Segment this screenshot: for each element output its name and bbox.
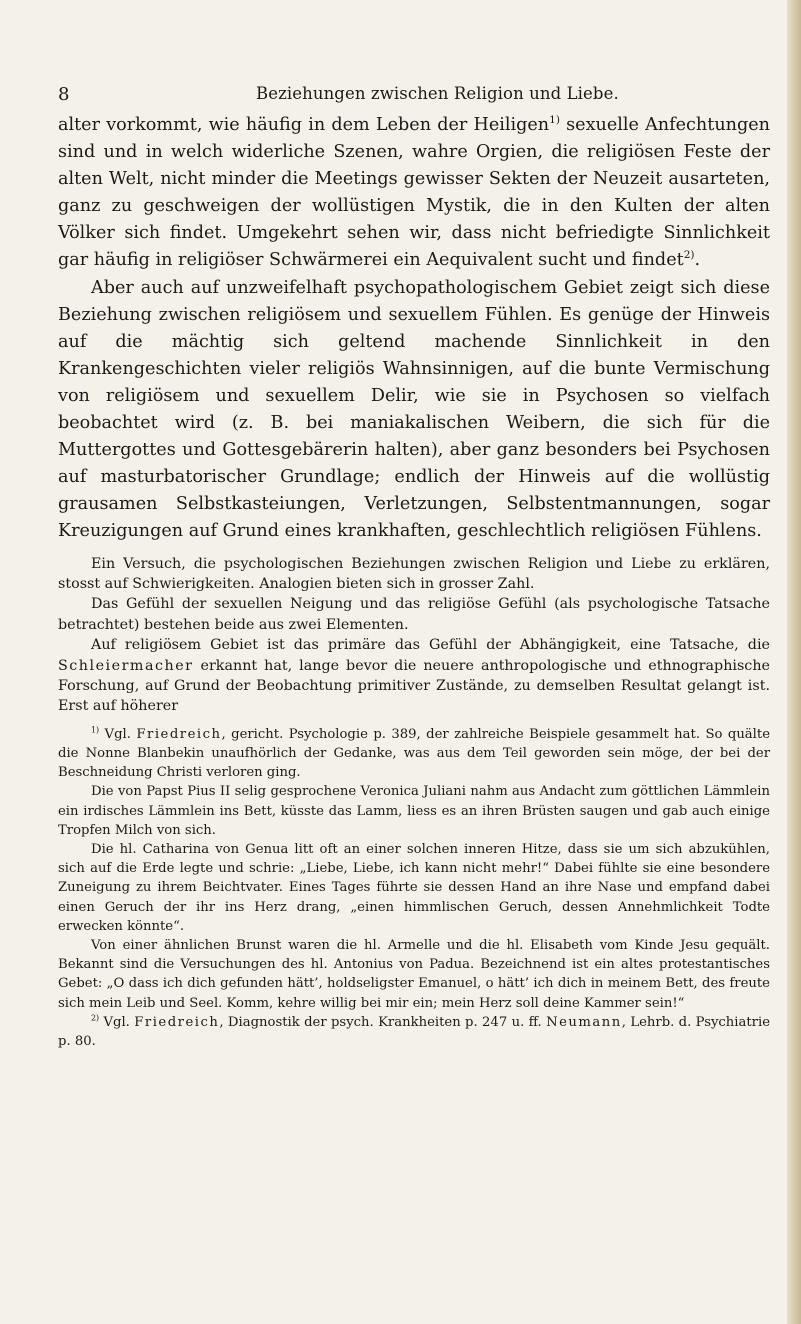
main-text xyxy=(58,112,770,546)
small-paragraph-3 xyxy=(58,635,770,717)
footnote-2 xyxy=(58,1013,770,1051)
footnote-ref-2: 2) xyxy=(683,249,695,262)
footnote-1-paragraph-3: Die hl. Catharina von Genua litt oft an einer solchen inneren Hitze, dass sie um sich abzukühlen, sich auf die Erde legte und schrie: „Liebe, Liebe, ich kann nicht mehr!“ Dabei fühlte sie eine besondere Zuneigung zu ihrem Beichtvater. Eines Tages führte sie dessen Hand an ihre Nase und empfand dabei einen Geruch der ihr ins Herz drang, „einen himmlischen Geruch, dessen Annehmlichkeit Todte erwecken könnte“. xyxy=(58,841,770,934)
text-run: Vgl. xyxy=(99,1014,135,1030)
text-run: . xyxy=(694,250,701,271)
small-print-section xyxy=(58,554,770,717)
text-run: , gericht. Psychologie p. 389, der zahlreiche Beispiele gesammelt hat. So quälte die Nonne Blanbekin unaufhörlich der Gedanke, was aus dem Teil geworden sein möge, der bei der Beschneidung Christi verloren ging. xyxy=(58,726,770,781)
footnote-1-paragraph-2: Die von Papst Pius II selig gesprochene Veronica Juliani nahm aus Andacht zum göttlichen Lämmlein ein irdisches Lämmlein ins Bett, küsste das Lamm, liess es an ihren Brüsten saugen und gab auch einige Tropfen Milch von sich. xyxy=(58,784,770,838)
footnotes xyxy=(58,725,770,1051)
main-paragraph-2: Aber auch auf unzweifelhaft psychopathologischem Gebiet zeigt sich diese Beziehung zwischen religiösem und sexuellem Fühlen. Es genüge der Hinweis auf die mächtig sich geltend machende Sinnlichkeit in den Krankengeschichten vieler religiös Wahnsinnigen, auf die bunte Vermischung von religiösem und sexuellem Delir, wie sie in Psychosen so vielfach beobachtet wird (z. B. bei maniakalischen Weibern, die sich für die Muttergottes und Gottesgebärerin halten), aber ganz besonders bei Psychosen auf masturbatorischer Grundlage; endlich der Hinweis auf die wollüstig grausamen Selbstkasteiungen, Verletzungen, Selbstentmannungen, sogar Kreuzigungen auf Grund eines krankhaften, geschlechtlich religiösen Fühlens. xyxy=(58,277,770,542)
author-name: Friedreich xyxy=(134,1014,220,1030)
author-name: Neumann xyxy=(546,1014,622,1030)
text-run: alter vorkommt, wie häufig in dem Leben der Heiligen xyxy=(58,115,550,135)
small-paragraph-2: Das Gefühl der sexuellen Neigung und das religiöse Gefühl (als psychologische Tatsache betrachtet) bestehen beide aus zwei Elementen. xyxy=(58,596,770,633)
text-run: erkannt hat, lange bevor die neuere anthropologische und ethnographische Forschung, auf Grund der Beobachtung primitiver Zustände, zu demselben Resultat gelangt ist. Erst auf höherer xyxy=(58,657,770,715)
text-run: , Diagnostik der psych. Krankheiten p. 247 u. ff. xyxy=(219,1014,547,1030)
page-edge xyxy=(787,0,801,1324)
footnote-1-paragraph-4: Von einer ähnlichen Brunst waren die hl. Armelle und die hl. Elisabeth vom Kinde Jesu gequält. Bekannt sind die Versuchungen des hl. Antonius von Padua. Bezeichnend ist ein altes protestantisches Gebet: „O dass ich dich gefunden hätt’, holdseligster Emanuel, o hätt’ ich dich in meinem Bett, des freute sich mein Leib und Seel. Komm, kehre willig bei mir ein; mein Herz soll deine Kammer sein!“ xyxy=(58,937,770,1011)
running-title: Beziehungen zwischen Religion und Liebe. xyxy=(256,84,619,103)
author-name: Friedreich xyxy=(136,726,222,742)
page-header xyxy=(0,84,801,108)
text-run: Vgl. xyxy=(99,726,137,742)
small-paragraph-1: Ein Versuch, die psychologischen Beziehungen zwischen Religion und Liebe zu erklären, stosst auf Schwierigkeiten. Analogien bieten sich in grosser Zahl. xyxy=(58,555,770,592)
page-number: 8 xyxy=(58,84,70,105)
footnote-mark-1: 1) xyxy=(91,725,100,735)
text-run: Auf religiösem Gebiet ist das primäre das Gefühl der Abhängigkeit, eine Tatsache, die xyxy=(91,637,770,654)
footnote-ref-1: 1) xyxy=(549,114,560,127)
footnote-1 xyxy=(58,725,770,783)
author-name: Schleiermacher xyxy=(58,657,194,674)
text-run: , Lehrb. d. Psychiatrie p. 80. xyxy=(58,1014,771,1049)
page-body xyxy=(58,112,770,1051)
footnote-mark-2: 2) xyxy=(91,1013,100,1023)
main-paragraph-1 xyxy=(58,112,770,275)
text-run: sexuelle Anfechtungen sind und in welch widerliche Szenen, wahre Orgien, die religiösen Feste der alten Welt, nicht minder die Meetings gewisser Sekten der Neuzeit ausarteten, ganz zu geschweigen der wollüstigen Mystik, die in den Kulten der alten Völker sich findet. Umgekehrt sehen wir, dass nicht befriedigte Sinnlichkeit gar häufig in religiöser Schwärmerei ein Aequivalent sucht und findet xyxy=(58,115,770,271)
